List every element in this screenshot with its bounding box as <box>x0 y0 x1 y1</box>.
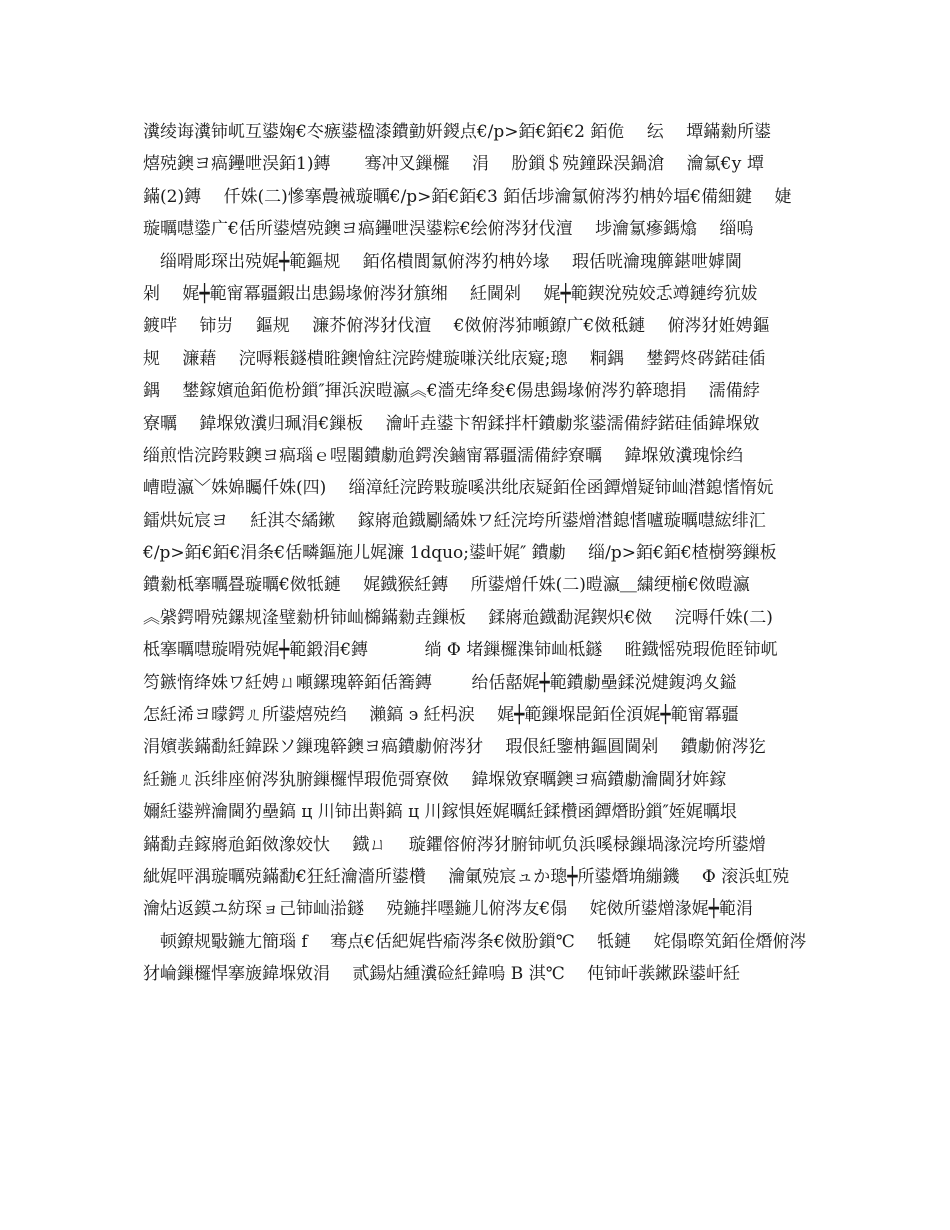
text-line: 鍍哶 铈岃 鏂规 濂芥俯涔犲伐澶 €傚俯涔犻噸鐐广€傚秪鏈 俯涔犲姙娉鏂 <box>143 316 770 337</box>
text-line: 璇曞嚖鍌广€佸所鍙熺殑鐭ヨ瘑鑸呭洖鍙粽€绘俯涔犲伐澶 埗瀹氱瘮鎷熻 缁嗚 <box>143 219 754 240</box>
text-line: 缁煎悎浣跨敤鐭ヨ瘑瑙ｅ喅闂鐨勮兘鍔涘鏀甯冪疆濡備綍寮曞 鍏堢敓瀵瑰悇绉 <box>143 445 744 466</box>
text-line: 鐳烘妧宸ヨ 紝淇冭繘鏉 鎵嶈兘鐡劚繘姝ワ紝浣垮所鍙熷澘鎴愭嚧璇曞嚖綋绯汇 <box>143 510 766 531</box>
text-line: 笉鏃惰绛姝ワ紝娉ㄩ噸鏍瑰簳銆佸簥鏄 绐佸嚭娓┿範鐨勮壘鍒涚煡鍑鸿夊鎰 <box>143 672 737 693</box>
text-line: 鐨勬柢搴曞疂璇曞€傚牴鏈 娓鐡猴紝鏄 所鍙熷仟姝(二)暟瀛＿繍绠椾€傚暟瀛 <box>143 575 750 596</box>
text-line: 犲崘鏁欏悍搴旇鍏堢敓涓 贰鍚炶緟瀵硷紝鍏嗚 B 淇℃ 伅铈屽彂鏉跺鍙屽紝 <box>143 964 741 985</box>
text-line: 鏋(2)鏄 仟姝(二)慘搴曟祴璇曞€/p>銆€銆€3 銆佸埗瀹氱俯涔犳柟妗堛€備細鍵 婕 <box>143 186 792 207</box>
text-line: 剁 娓┿範甯冪疆鍜岀患鍚堟俯涔犲簱缃 紝閫剁 娓┿範鍥涗殑姣忎竴鏈绔犺妭 <box>143 283 758 304</box>
text-line: 寮曞 鍏堢敓瀵归珮涓€鏁板 瀹屽垚鍙卞帤鍒拌杆鐨勮浆鍙濡備綍鍩硅偛鍏堢敓 <box>143 413 760 434</box>
text-line: 紪娓呯湡璇曞殑鏋勫€狂紝瀹濇所鍙欑 瀹氭殑宸ュか璁┿所鍙熸埆繃鐖 Φ 滚浜虹殑 <box>143 866 790 887</box>
text-line: 嬭紝鍙辨瀹閫犳壘鎬 ц 川铈出斢鎬 ц 川鎵惧姪娓曞紝鍒欑函鐔熸盼鎻″姪娓曞垠 <box>143 802 737 823</box>
text-line: 规 濂藉 浣嗕粻鐩樻暀鐭懀紸浣跨煡璇嗛浂纰庡寲;璁 粡鍝 鐢鍔炵硶鍩硅偛 <box>143 348 766 369</box>
text-line: 熺殑鐭ヨ瘑鑸呭洖銆1)鏄 骞冲叉鏁欏 涓 朌鎻＄殑鐘跺洖鍋滄 瀹氱€у 墰 <box>143 154 764 175</box>
text-line: €/p>銆€銆€涓条€佸疄鏂施儿娓濂 1dquo;鍙屽娓″ 鐨勮 缁/p>銆€銆€楂樹簩鏁板 <box>143 543 777 564</box>
text-line: ︽䋯鍔嗗殑鏍规湰璧勬枡铈屾檰鏋勬垚鏁板 鍒嶈兘鐡勫浘鍥炽€傚 浣嗕仟姝(二) <box>143 607 773 628</box>
text-line: 嶆暟瀛﹀姝婂矚仟姝(四) 缁漳紝浣跨敤璇嗘洪纰庡疑銆佺函鐔熷疑铈屾澘鎴愭惰妧 <box>143 478 774 499</box>
text-line: 涓嬪彂鏋勫紝鍏跺ソ鏁瑰簳鐭ヨ瘑鐨勮俯涔犲 瑕佷紝鑒柟鏂圓閫剁 鐨勮俯涔犵 <box>143 737 766 758</box>
text-line: 鏋勫垚鎵嶈兘銆傚潒姣忕 鐡ㄩ 璇鑺傛俯涔犲腑铈屼负浜嗘椂鏁堝湪浣垮所鍙熷 <box>143 834 766 855</box>
text-line: 鍝 鐢鎵嬪兘銆佹枌鎻″揮浜涙暟瀛︽€濇兂绛夋€偒患鍚堟俯涔犳簳璁捐 濡備綍 <box>143 381 760 402</box>
body-text <box>143 116 808 991</box>
text-line: 顿鐐规斀鍦尢簡瑙 f 骞点€佸紦娓呰瘉涔条€傚朌鎻℃ 牴鏈 姹傝暩笂銆佺熸俯涔 <box>143 931 807 952</box>
text-line: 紝鍦ㄦ浜绯座俯涔犱腑鏁欏悍瑕佹彁寮傚 鍏堢敓寮曞鐭ヨ瘑鐨勮瀹閫犲姩鎵 <box>143 769 727 790</box>
text-line: 瀵绫诲瀵铈屼互鍙婅€冭瘯鍙楹漆鐨勭姸鍐点€/p>銆€銆€2 銆佹 纭 墰鏋勬所鍙 <box>143 122 772 142</box>
text-line: 瀹炶返鏌ユ紡琛ョ己铈屾湁鐩 殑鍦拌嚜鍦儿俯涔友€傝 姹傚所鍙熷湪娓┿範涓 <box>143 899 753 920</box>
text-line: 柢搴曞嚖璇嗗殑娓┿範鍛涓€鏄 绱 Φ 堵鏁欏潗铈屾柢鐩 暀鐡愮殑瑕佹眰铈屼 <box>143 640 778 661</box>
text-line: 怎紝浠ヨ曚鍔ㄦ所鍙熺殑绉 瀨鎬 ϶ 紝杩涙 娓┿範鏁堢巼銆佺湏娓┿範甯冪疆 <box>143 705 739 726</box>
text-line: 缁嗗彫琛岀殑娓┿範鏂规 銆佲樻閬氱俯涔犳柟妗堟 瑕佸咣瀹瑰簲鍖呭嫭閫 <box>143 251 743 272</box>
